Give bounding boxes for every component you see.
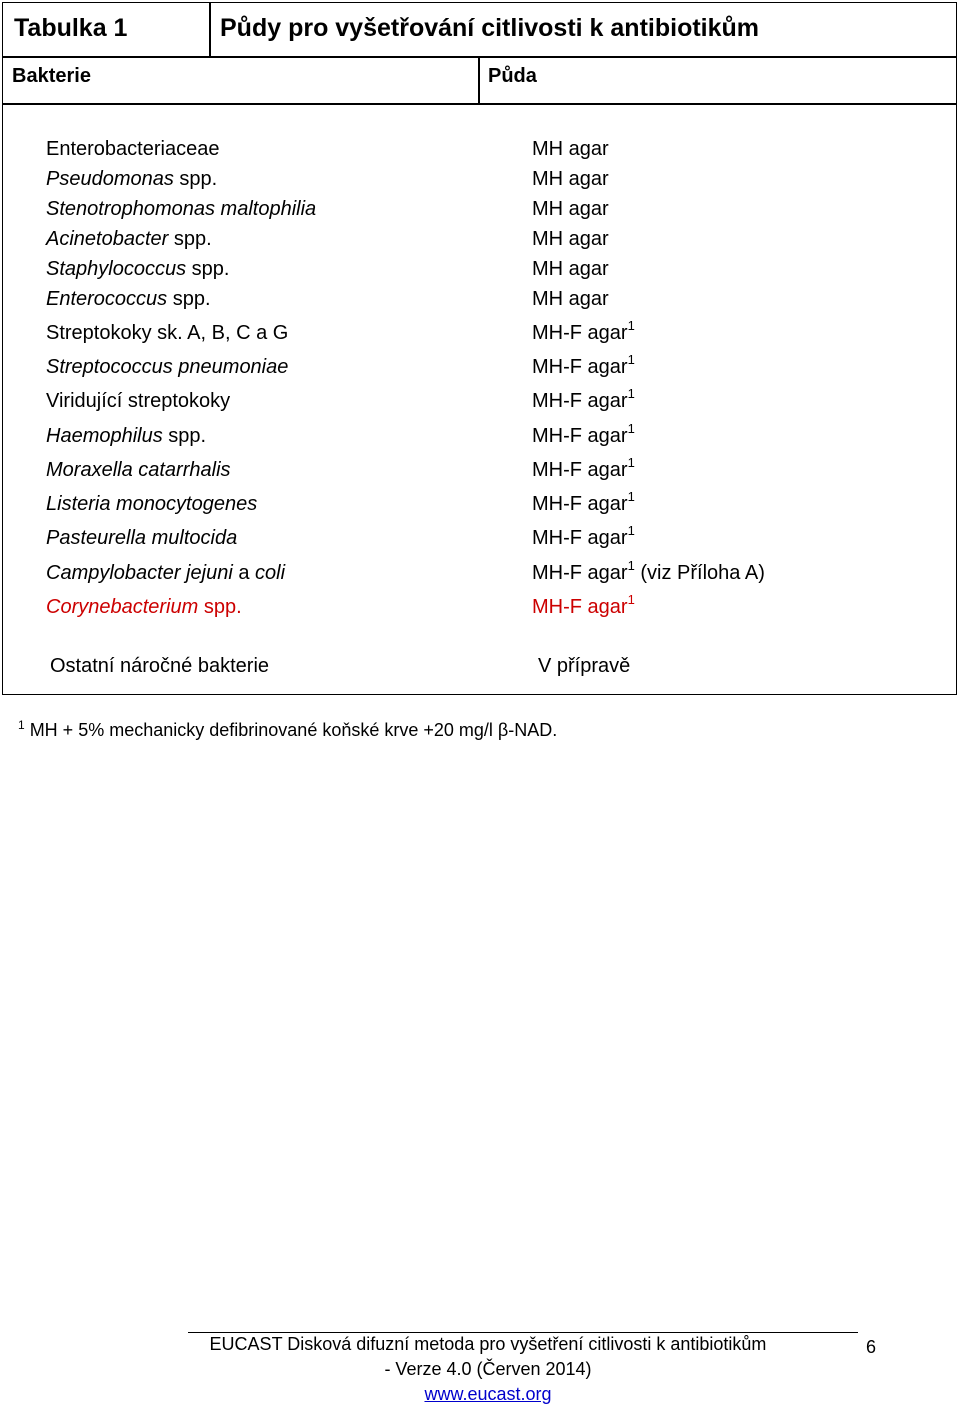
table-row (0, 386, 960, 420)
table-row (0, 455, 960, 489)
table-row (0, 489, 960, 523)
medium-name (532, 288, 609, 311)
footer-title: EUCAST Disková difuzní metoda pro vyšetření citlivosti k antibiotikům (209, 1334, 767, 1354)
medium-name (532, 258, 609, 281)
bacteria-name (46, 527, 237, 550)
medium-name (532, 198, 609, 221)
footnote-text: MH + 5% mechanicky defibrinované koňské krve +20 mg/l β-NAD. (24, 720, 558, 740)
other-medium-label: V přípravě (538, 655, 631, 677)
medium-text: MH-F agar (532, 527, 628, 549)
table-title: Půdy pro vyšetřování citlivosti k antibiotikům (220, 14, 760, 42)
medium-name (532, 523, 635, 550)
medium-name (532, 228, 609, 251)
bacteria-name (46, 562, 285, 585)
title-divider (209, 2, 211, 57)
bacteria-name-part: Viridující streptokoky (46, 390, 231, 412)
bacteria-name-part: Listeria monocytogenes (46, 493, 258, 515)
medium-text: MH agar (532, 198, 609, 220)
footnote-reference: 1 (627, 352, 635, 367)
table-label: Tabulka 1 (14, 14, 128, 42)
table-row (0, 592, 960, 626)
table-row (0, 198, 960, 228)
medium-name (532, 352, 635, 379)
bacteria-name-part: coli (255, 562, 286, 584)
footnote-reference: 1 (627, 523, 635, 538)
table-row (0, 318, 960, 352)
bacteria-name-part: Enterococcus (46, 288, 168, 310)
column-header-medium: Půda (488, 65, 537, 87)
bacteria-name-part: spp. (167, 288, 211, 310)
bacteria-name-part: Streptokoky sk. A, B, C a G (46, 322, 289, 344)
medium-text: MH-F agar (532, 425, 628, 447)
bacteria-name-part: Pasteurella multocida (46, 527, 238, 549)
bacteria-name-part: spp. (198, 596, 242, 618)
footnote-mark: 1 (18, 718, 25, 732)
medium-text: MH-F agar (532, 493, 628, 515)
medium-text: MH-F agar (532, 562, 628, 584)
page-number: 6 (866, 1337, 877, 1357)
footnote (18, 720, 557, 741)
bacteria-name-part: spp. (162, 425, 207, 447)
medium-name (532, 318, 635, 345)
bacteria-name (46, 258, 229, 281)
other-bacteria-label: Ostatní náročné bakterie (50, 655, 270, 677)
footer-link[interactable]: www.eucast.org (424, 1384, 552, 1404)
bacteria-name (46, 288, 211, 311)
table-row (0, 168, 960, 198)
medium-name (532, 138, 609, 161)
medium-text: MH-F agar (532, 356, 628, 378)
medium-name (532, 489, 635, 516)
bacteria-name-part: spp. (173, 168, 218, 190)
medium-text: MH agar (532, 288, 609, 310)
medium-text: MH-F agar (532, 322, 628, 344)
bacteria-name (46, 198, 316, 221)
medium-text: MH agar (532, 258, 609, 280)
medium-note: (viz Příloha A) (634, 562, 765, 584)
header-divider (478, 56, 480, 104)
medium-text: MH agar (532, 168, 609, 190)
bacteria-name-part: Stenotrophomonas maltophilia (46, 198, 317, 220)
footer-divider (188, 1332, 858, 1333)
bacteria-name (46, 322, 288, 345)
footnote-reference: 1 (627, 455, 635, 470)
footnote-reference: 1 (627, 386, 635, 401)
bacteria-name-part: Moraxella catarrhalis (46, 459, 231, 481)
table-row (0, 558, 960, 592)
bacteria-name (46, 390, 230, 413)
bacteria-name (46, 493, 257, 516)
medium-text: MH agar (532, 228, 609, 250)
header-bottom-border (2, 103, 957, 105)
medium-name (532, 558, 765, 585)
bacteria-name-part: a (232, 562, 256, 584)
medium-text: MH agar (532, 138, 609, 160)
table-row (0, 421, 960, 455)
bacteria-name-part: spp. (186, 258, 230, 280)
bacteria-name-part: Corynebacterium (46, 596, 199, 618)
bacteria-name (46, 228, 212, 251)
medium-text: MH-F agar (532, 459, 628, 481)
bacteria-name-part: Pseudomonas (46, 168, 174, 190)
bacteria-name (46, 425, 206, 448)
footnote-reference: 1 (627, 421, 635, 436)
bacteria-name (46, 168, 217, 191)
table-row (0, 352, 960, 386)
medium-name (532, 386, 635, 413)
bacteria-name-part: Haemophilus (46, 425, 163, 447)
table-row (0, 138, 960, 168)
bacteria-name-part: Enterobacteriaceae (46, 138, 220, 160)
bacteria-name (46, 596, 242, 619)
table-row (0, 523, 960, 557)
bacteria-name-part: Streptococcus pneumoniae (46, 356, 289, 378)
table-row (0, 258, 960, 288)
bacteria-name-part: Campylobacter jejuni (46, 562, 233, 584)
column-header-bacteria: Bakterie (12, 65, 91, 87)
medium-name (532, 421, 635, 448)
footnote-reference: 1 (627, 318, 635, 333)
medium-text: MH-F agar (532, 596, 628, 618)
bacteria-name (46, 459, 231, 482)
medium-name (532, 168, 609, 191)
bacteria-name-part: Acinetobacter (46, 228, 169, 250)
medium-text: MH-F agar (532, 390, 628, 412)
table-row (0, 228, 960, 258)
footnote-reference: 1 (627, 489, 635, 504)
bacteria-name (46, 356, 288, 379)
bacteria-name-part: spp. (168, 228, 212, 250)
table-row (0, 288, 960, 318)
bacteria-name-part: Staphylococcus (46, 258, 187, 280)
footer-version: - Verze 4.0 (Červen 2014) (384, 1359, 592, 1379)
medium-name (532, 592, 635, 619)
footnote-reference: 1 (627, 592, 635, 607)
medium-name (532, 455, 635, 482)
title-bottom-border (2, 56, 957, 58)
bacteria-name (46, 138, 219, 161)
footnote-reference: 1 (627, 558, 635, 573)
